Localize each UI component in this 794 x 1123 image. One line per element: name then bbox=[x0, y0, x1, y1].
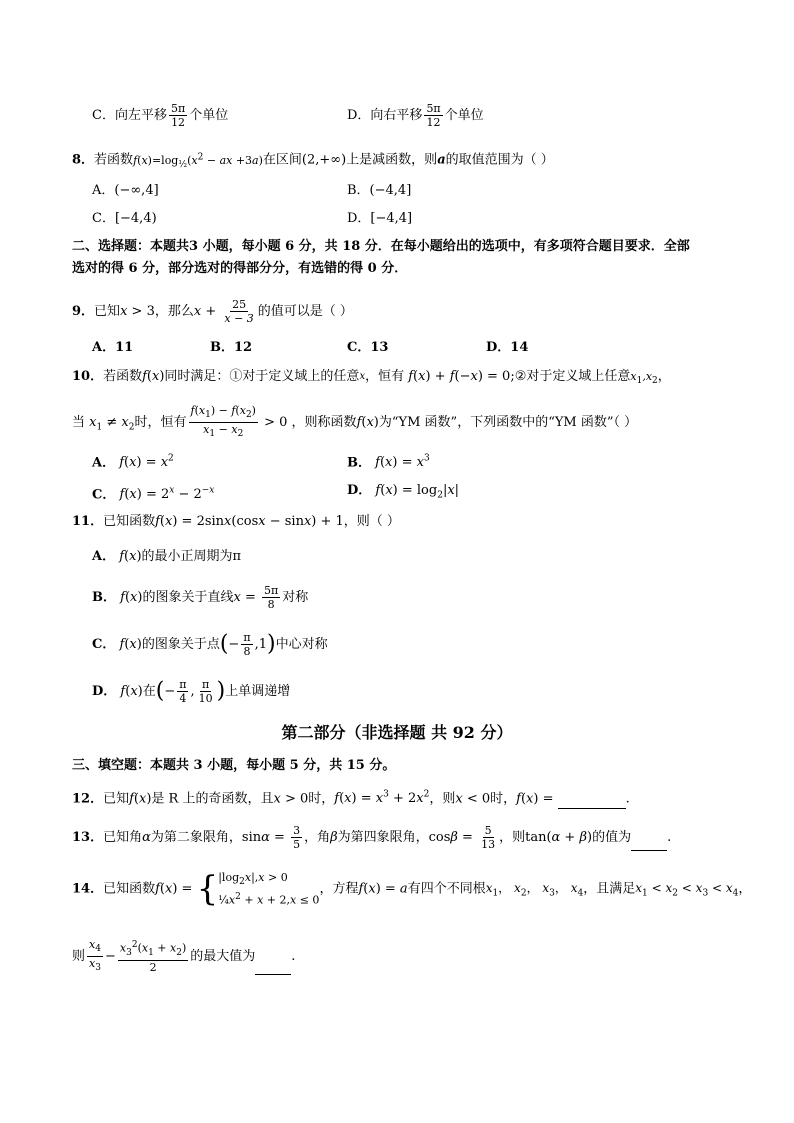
q10-option-c[interactable]: C． $f(x) = 2^x - 2^{-x}$ bbox=[92, 486, 215, 503]
q9-option-a[interactable]: A．11 bbox=[92, 340, 134, 355]
question-14-line2: 则 $\frac{x_4}{x_3}$ − $\frac{x_3^2(x_1 + x_2)}{2}$ 的最大值为 . bbox=[72, 938, 296, 975]
q10-option-d[interactable]: D． $f(x) = \log_2|x|$ bbox=[347, 483, 460, 501]
q14-piecewise: $|\log_2x|,x > 0$ $\frac{1}{4}x^2 + x + 2,x \le 0$ bbox=[218, 871, 320, 907]
q11-option-b[interactable]: B． f(x)的图象关于直线x = $\frac{5\pi}{8}$ 对称 bbox=[92, 584, 309, 611]
question-14-stem: 14．已知函数f(x) = { $|\log_2x|,x > 0$ $\frac{1}{4}x^2 + x + 2,x \le 0$ ，方程f(x) = a有四个不同根$x_1$， $x_2$， $x_3$， $x_4$，且满足$x_1 < x_2 < x_3 < x_4$， bbox=[72, 868, 752, 909]
q10-option-b[interactable]: B． $f(x) = x^3$ bbox=[347, 454, 430, 471]
part-2-heading: 第二部分（非选择题 共 92 分） bbox=[281, 723, 513, 742]
q7-c-fraction: $\frac{5\pi}{12}$ bbox=[170, 102, 186, 129]
q7-option-c[interactable]: C．向左平移 $\frac{5\pi}{12}$ 个单位 bbox=[92, 102, 229, 129]
q14-answer-blank[interactable] bbox=[255, 954, 291, 975]
question-8-stem: 8．若函数$f(x)=\log_{\frac{1}{2}}(x^2$ − ax +3a)在区间(2,+∞)上是减函数，则a的取值范围为（ ） bbox=[72, 152, 554, 170]
q9-option-d[interactable]: D．14 bbox=[486, 340, 529, 355]
q7-d-fraction: $\frac{5\pi}{12}$ bbox=[426, 102, 441, 129]
q13-answer-blank[interactable] bbox=[631, 830, 667, 851]
q10-fraction: $\frac{f(x_1) - f(x_2)}{x_1 - x_2}$ bbox=[190, 404, 256, 440]
q9-option-c[interactable]: C．13 bbox=[347, 340, 389, 355]
q8-option-a[interactable]: A．(−∞,4] bbox=[92, 183, 159, 198]
q9-fraction: $\frac{25}{x - 3}$ bbox=[224, 298, 254, 325]
q12-answer-blank[interactable] bbox=[558, 788, 626, 809]
q8-option-d[interactable]: D．[−4,4] bbox=[347, 211, 413, 226]
q10-option-a[interactable]: A． $f(x) = x^2$ bbox=[92, 454, 174, 471]
q11-option-a[interactable]: A． f(x)的最小正周期为π bbox=[92, 549, 242, 564]
question-9-stem: 9．已知x > 3，那么x + $\frac{25}{x - 3}$ 的值可以是（ ） bbox=[72, 298, 353, 325]
section-2-instructions: 二、选择题：本题共3 小题，每小题 6 分，共 18 分．在每小题给出的选项中，有多项符合题目要求．全部 选对的得 6 分，部分选对的得部分分，有选错的得 0 分． bbox=[72, 239, 690, 276]
q7-option-d[interactable]: D．向右平移 $\frac{5\pi}{12}$ 个单位 bbox=[347, 102, 484, 129]
q8-option-c[interactable]: C．[−4,4) bbox=[92, 211, 157, 226]
q11-b-fraction: $\frac{5\pi}{8}$ bbox=[263, 584, 279, 611]
question-10-stem-line2: 当 $x_1 \ne x_2$时，恒有 $\frac{f(x_1) - f(x_2)}{x_1 - x_2}$ > 0 ，则称函数f(x)为“YM 函数”，下列函数中的“YM 函数”（ ） bbox=[72, 404, 638, 440]
question-13-stem: 13．已知角α为第二象限角，sinα = $\frac{3}{5}$ ，角β为第四象限角，cosβ = $\frac{5}{13}$ ，则tan(α + β)的值为 . bbox=[72, 824, 672, 851]
q9-option-b[interactable]: B．12 bbox=[210, 340, 253, 355]
q11-option-c[interactable]: C． f(x)的图象关于点(− $\frac{\pi}{8}$ ,1)中心对称 bbox=[92, 631, 328, 658]
question-11-stem: 11．已知函数f(x) = 2sinx(cosx − sinx) + 1，则（ ） bbox=[72, 514, 400, 529]
question-12-stem: 12．已知f(x)是 R 上的奇函数，且x > 0时，$f(x) = x^3 + 2x^2$，则x < 0时，f(x) = . bbox=[72, 785, 630, 809]
section-3-instructions: 三、填空题：本题共 3 小题，每小题 5 分，共 15 分。 bbox=[72, 758, 396, 773]
question-10-stem-line1: 10．若函数f(x)同时满足：①对于定义域上的任意$^x$，恒有 f(x) + f(−x) = 0;②对于定义域上任意$x_1,x_2$， bbox=[72, 369, 671, 387]
q11-option-d[interactable]: D． f(x)在(− $\frac{\pi}{4}$ , $\frac{\pi}{10}$ )上单调递增 bbox=[92, 678, 291, 705]
q8-option-b[interactable]: B．(−4,4] bbox=[347, 183, 412, 198]
